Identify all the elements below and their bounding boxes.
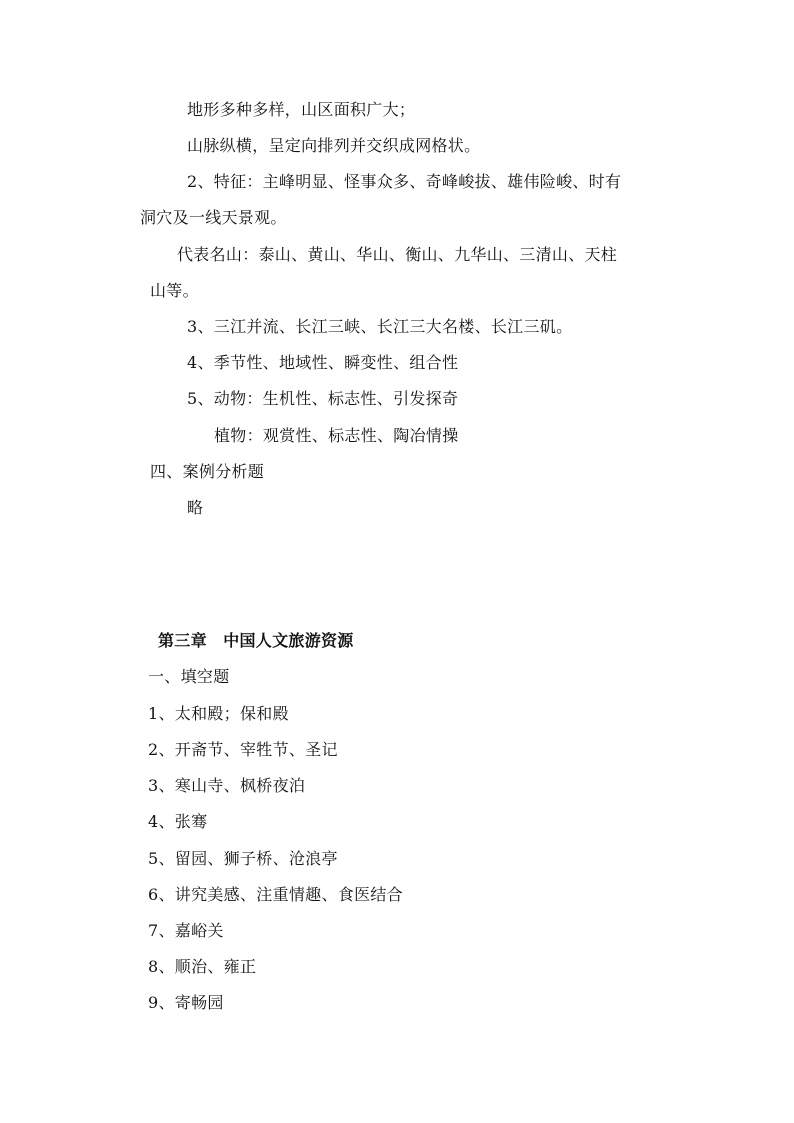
case-analysis-answer: 略 xyxy=(187,498,204,517)
case-analysis-heading: 四、案例分析题 xyxy=(150,462,265,481)
chapter-three-title: 第三章 中国人文旅游资源 xyxy=(158,631,354,650)
answer-item: 5、留园、狮子桥、沧浪亭 xyxy=(148,849,338,868)
answer-item: 4、张骞 xyxy=(148,812,208,831)
answer-item: 2、开斋节、宰牲节、圣记 xyxy=(148,740,338,759)
item5-plants-line: 植物：观赏性、标志性、陶冶情操 xyxy=(214,426,459,445)
answer-item: 9、寄畅园 xyxy=(148,993,224,1012)
famous-mountains-line1: 代表名山：泰山、黄山、华山、衡山、九华山、三清山、天柱 xyxy=(177,245,618,264)
item2-line2: 洞穴及一线天景观。 xyxy=(140,208,287,227)
terrain-line: 地形多种多样，山区面积广大； xyxy=(187,100,416,119)
item5-animals-line: 5、动物：生机性、标志性、引发探奇 xyxy=(187,389,459,408)
answer-item: 8、顺治、雍正 xyxy=(148,957,257,976)
answer-item: 3、寒山寺、枫桥夜泊 xyxy=(148,776,306,795)
famous-mountains-line2: 山等。 xyxy=(150,281,199,300)
answer-item: 1、太和殿；保和殿 xyxy=(148,704,289,723)
mountain-line: 山脉纵横，呈定向排列并交织成网格状。 xyxy=(187,136,481,155)
answer-item: 6、讲究美感、注重情趣、食医结合 xyxy=(148,885,403,904)
item4-line: 4、季节性、地域性、瞬变性、组合性 xyxy=(187,353,459,372)
answer-item: 7、嘉峪关 xyxy=(148,921,224,940)
item3-line: 3、三江并流、长江三峡、长江三大名楼、长江三矶。 xyxy=(187,317,573,336)
fill-in-heading: 一、填空题 xyxy=(148,667,230,686)
item2-line1: 2、特征：主峰明显、怪事众多、奇峰峻拔、雄伟险峻、时有 xyxy=(187,172,622,191)
